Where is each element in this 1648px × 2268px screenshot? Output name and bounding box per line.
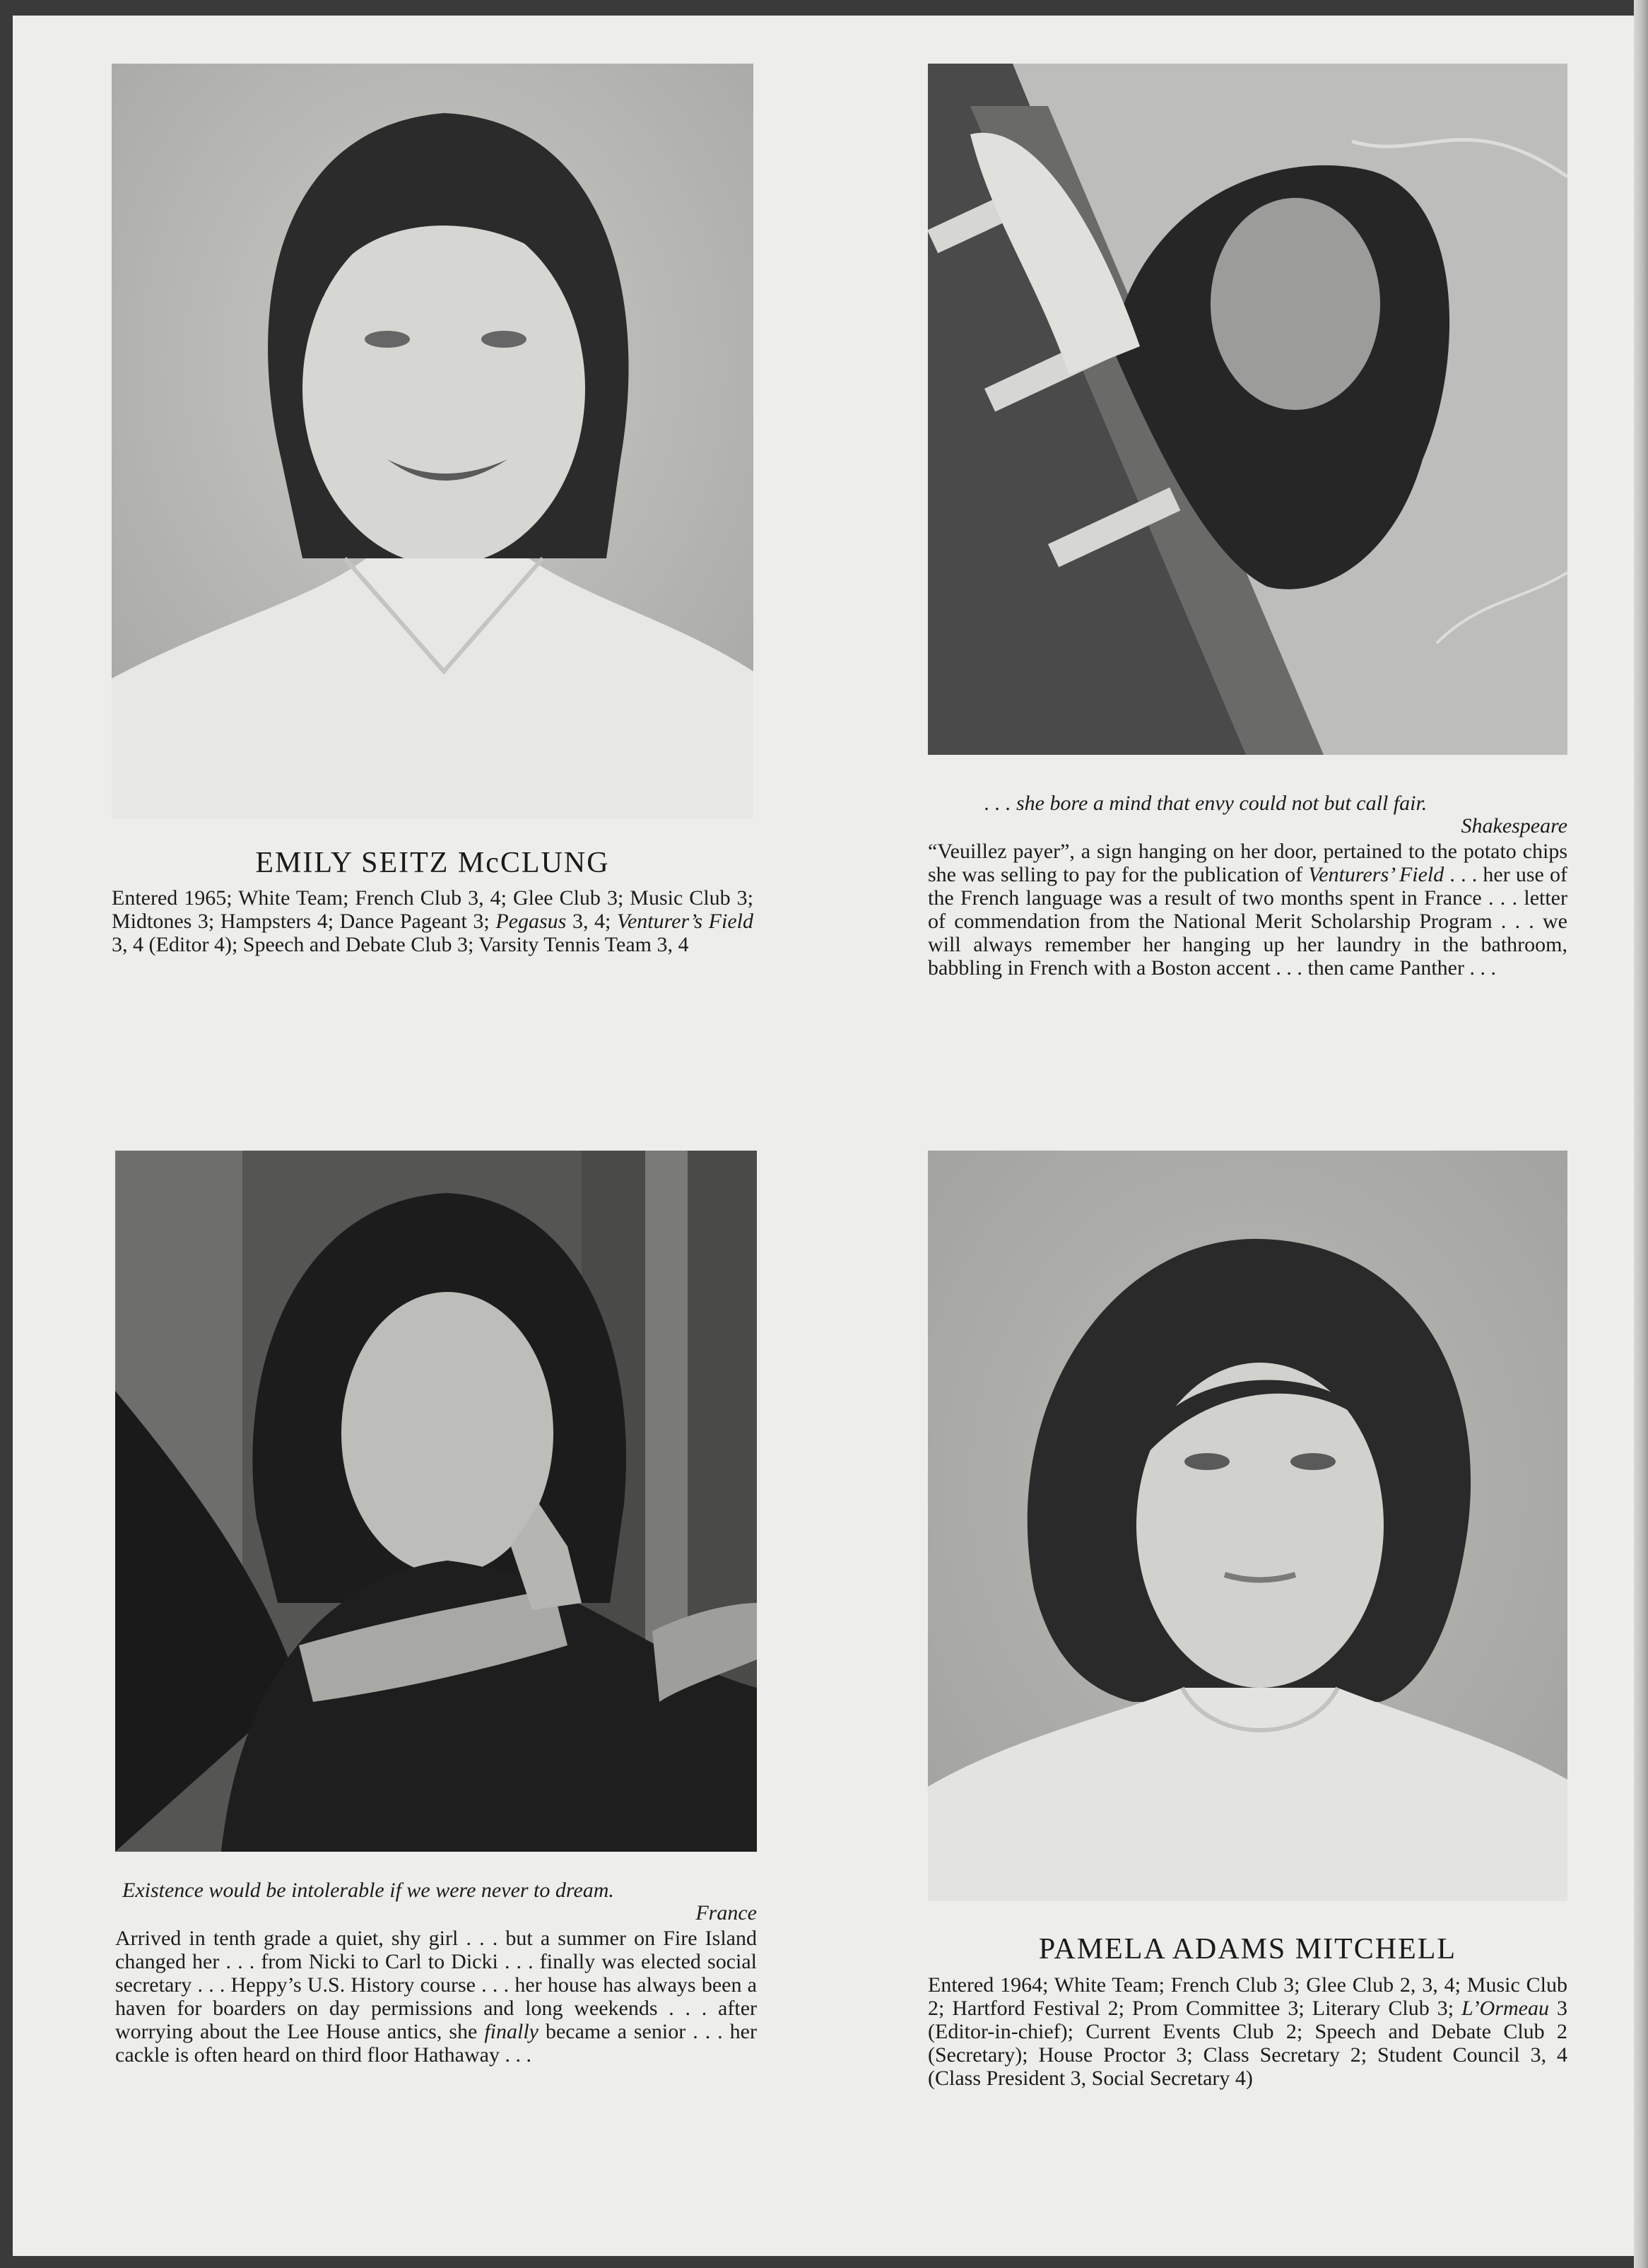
quote-text: . . . she bore a mind that envy could not but call fair. [984,792,1428,815]
page-edge [1634,0,1648,2268]
candid-photo-ladder [928,64,1567,755]
activities-text: Entered 1964; White Team; French Club 3; Glee Club 2, 3, 4; Music Club 2; Hartford Festival 2; Prom Committee 3; Literary Club 3; L’Ormeau 3 (Editor-in-chief); Current Events Club 2; Speech and Debate Club 2 (Secretary); House Proctor 3; Class Secretary 2; Student Council 3, 4 (Class President 3, Social Secretary 4) [928,1973,1568,2090]
quote-text: Existence would be intolerable if we were never to dream. [122,1879,614,1902]
italic-title: Venturer’s Field [616,910,753,933]
portrait-photo-emily [112,64,753,818]
italic-title: Pegasus [495,910,567,933]
quote-attribution: Shakespeare [1461,814,1567,838]
student-name: PAMELA ADAMS MITCHELL [1038,1933,1457,1966]
student-name: EMILY SEITZ McCLUNG [255,847,610,879]
italic-title: L’Ormeau [1461,1997,1549,2020]
italic-title: Venturers’ Field [1308,863,1444,886]
italic-title: finally [484,2020,538,2043]
biography-text: “Veuillez payer”, a sign hanging on her door, pertained to the potato chips she was selling to pay for the publication of Venturers’ Field . . . her use of the French language was a result of two months spent in France . . . letter of commendation from the National Merit Scholarship Program . . . we will always remember her hanging up her laundry in the bathroom, babbling in French with a Boston accent . . . then came Panther . . . [928,840,1567,980]
portrait-photo-pamela [928,1151,1567,1901]
yearbook-page [13,16,1638,2256]
candid-photo-peace-sign [115,1151,757,1852]
quote-attribution: France [695,1901,757,1925]
biography-text: Arrived in tenth grade a quiet, shy girl . . . but a summer on Fire Island changed her . . . from Nicki to Carl to Dicki . . . finally was elected social secretary . . . Heppy’s U.S. History course . . . her house has always been a haven for boarders on day permissions and long weekends . . . after worrying about the Lee House antics, she finally became a senior . . . her cackle is often heard on third floor Hathaway . . . [115,1927,757,2067]
activities-text: Entered 1965; White Team; French Club 3, 4; Glee Club 3; Music Club 3; Midtones 3; Hampsters 4; Dance Pageant 3; Pegasus 3, 4; Venturer’s Field 3, 4 (Editor 4); Speech and Debate Club 3; Varsity Tennis Team 3, 4 [112,886,753,956]
